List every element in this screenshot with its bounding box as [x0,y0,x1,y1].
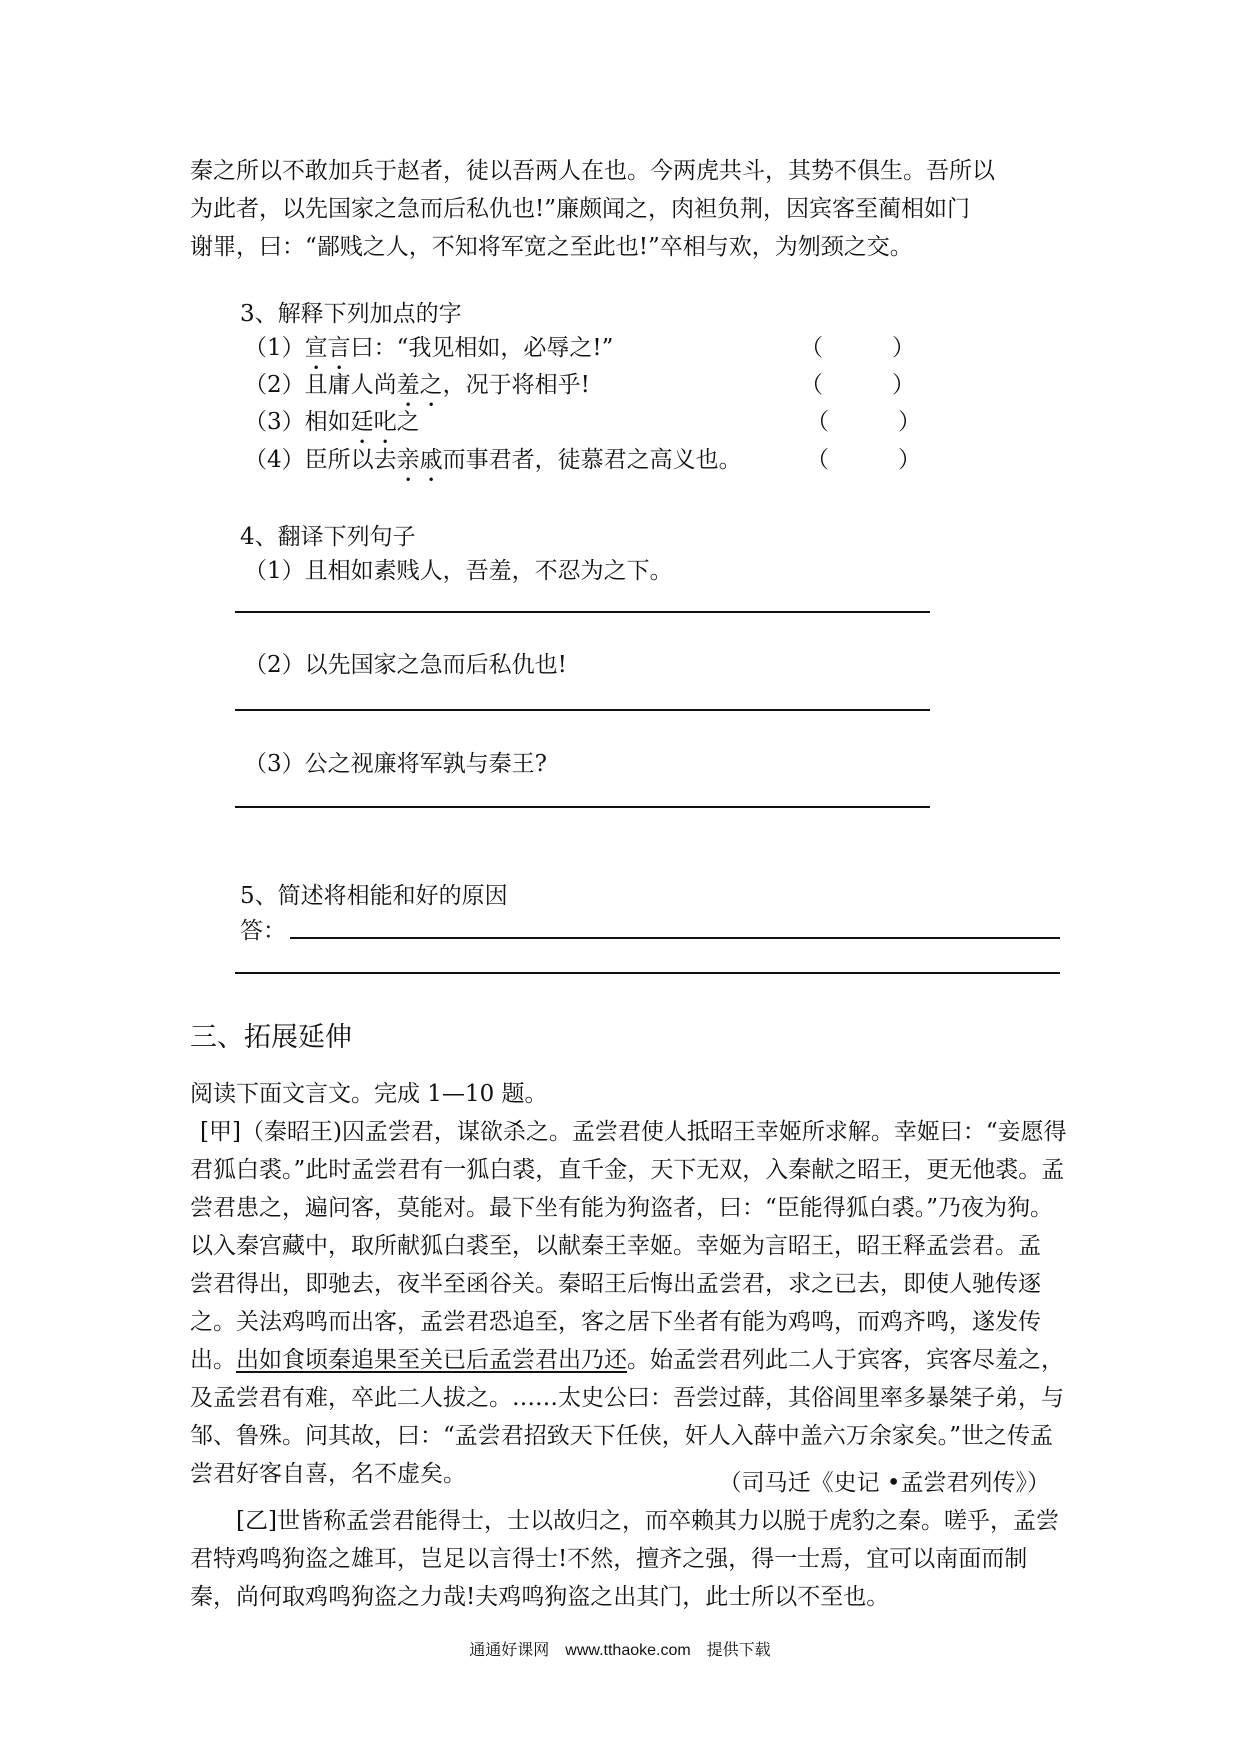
q3-blank-2[interactable]: （ ） [800,372,915,398]
q4-title: 4、翻译下列句子 [240,524,416,550]
answer-line[interactable] [290,937,1060,939]
q3-title: 3、解释下列加点的字 [240,301,462,327]
q3-blank-3[interactable]: （ ） [806,409,921,435]
q4-item-1: （1）且相如素贱人，吾羞，不忍为之下。 [244,558,673,584]
answer-line[interactable] [235,611,930,613]
underlined-sentence: 出如食顷秦追果至关已后孟尝君出乃还 [236,1347,627,1373]
passage-line-2: 为此者，以先国家之急而后私仇也!”廉颇闻之，肉袒负荆，因宾客至蔺相如门 [190,196,971,222]
answer-line[interactable] [235,806,930,808]
q5-answer-label: 答： [240,918,286,944]
q3-item-4: （4）臣所以去亲戚而事君者，徒慕君之高义也。 [244,447,742,473]
dotted-chars: 廷叱 [350,409,397,435]
passage-source: （司马迁《史记 •孟尝君列传》） [718,1470,1050,1496]
q5-title: 5、简述将相能和好的原因 [240,883,508,909]
section-intro: 阅读下面文言文。完成 1—10 题。 [190,1081,548,1107]
passage-line-1: 秦之所以不敢加兵于赵者，徒以吾两人在也。今两虎共斗，其势不俱生。吾所以 [190,158,995,184]
q3-item-1: （1）宣言曰：“我见相如，必辱之!” [244,335,614,361]
q3-item-2: （2）且庸人尚羞之，况于将相乎! [244,372,590,398]
q3-item-3: （3）相如廷叱之 [244,409,420,435]
section-heading: 三、拓展延伸 [190,1022,352,1053]
dotted-chars: 宣言 [304,335,351,361]
q4-item-3: （3）公之视廉将军孰与秦王? [244,751,547,777]
answer-line[interactable] [235,709,930,711]
q3-blank-4[interactable]: （ ） [806,447,921,473]
passage-yi: [乙]世皆称孟尝君能得士，士以故归之，而卒赖其力以脱于虎豹之秦。嗟乎，孟尝君特鸡鸣狗盗之雄耳，岂足以言得士!不然，擅齐之强，得一士焉，宜可以南面而制秦，尚何取鸡鸣狗盗之力哉!夫鸡鸣狗盗之出其门，此士所以不至也。 [190,1508,1059,1610]
answer-line[interactable] [235,972,1060,974]
dotted-chars: 亲戚 [396,447,443,473]
passage-jia: [甲]（秦昭王)囚孟尝君，谋欲杀之。孟尝君使人抵昭王幸姬所求解。幸姬曰：“妾愿得君狐白裘。”此时孟尝君有一狐白裘，直千金，天下无双，入秦献之昭王，更无他裘。孟尝君患之，遍问客，莫能对。最下坐有能为狗盗者，曰：“臣能得狐白裘。”乃夜为狗。以入秦宫藏中，取所献狐白裘至，以献秦王幸姬。幸姬为言昭王，昭王释孟尝君。孟 尝君得出，即驰去，夜半至函谷关。秦昭王后悔出孟尝君，求之已去，即使人驰传逐之。关法鸡鸣而出客，孟尝君恐追至，客之居下坐者有能为鸡鸣，而鸡齐鸣，遂发传出。出如食顷秦追果至关已后孟尝君出乃还。始孟尝君列此二人于宾客，宾客尽羞之，及孟尝君有难，卒此二人拔之。……太史公曰：吾尝过薛，其俗闾里率多暴桀子弟，与邹、鲁殊。问其故，曰：“孟尝君招致天下任侠，奸人入薛中盖六万余家矣。”世之传孟尝君好客自喜，名不虚矣。 [190,1119,1067,1487]
q4-item-2: （2）以先国家之急而后私仇也! [244,652,567,678]
q3-blank-1[interactable]: （ ） [800,335,915,361]
dotted-chars: 羞之 [396,372,443,398]
page-footer: 通通好课网 www.tthaoke.com 提供下载 [469,1642,771,1659]
passage-line-3: 谢罪，曰：“鄙贱之人，不知将军宽之至此也!”卒相与欢，为刎颈之交。 [190,234,913,260]
